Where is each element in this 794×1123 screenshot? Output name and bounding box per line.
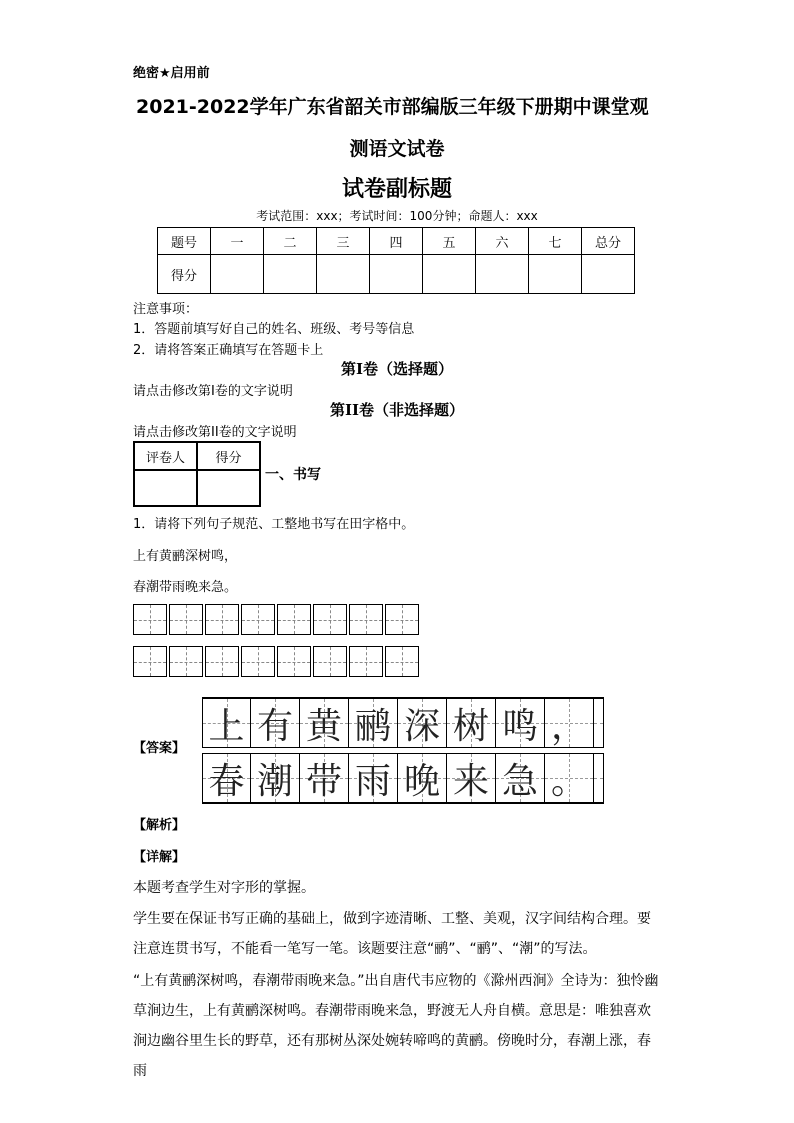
tianzige-cell[interactable] — [241, 604, 275, 635]
notes-heading: 注意事项： — [133, 302, 199, 317]
title-line-2: 测语文试卷 — [349, 138, 445, 160]
tianzige-cell[interactable] — [385, 646, 419, 677]
volume-1-title: 第I卷（选择题） — [340, 360, 454, 378]
score-header-1: 一 — [211, 228, 264, 255]
answer-char: 深 — [403, 705, 440, 747]
score-header-5: 五 — [423, 228, 476, 255]
question-prompt: 1．请将下列句子规范、工整地书写在田字格中。 — [133, 517, 415, 532]
answer-char: 黄 — [305, 705, 342, 747]
answer-cell — [300, 699, 349, 747]
analysis-paragraph-2: 学生要在保证书写正确的基础上，做到字迹清晰、工整、美观，汉字间结构合理。要注意连贯书写，不能看一笔写一笔。该题要注意“鹂”、“鹂”、“潮”的写法。 — [133, 911, 651, 957]
writing-grid-row-2 — [133, 646, 421, 677]
tianzige-cell[interactable] — [205, 646, 239, 677]
score-header-label: 题号 — [158, 228, 211, 255]
answer-cell — [496, 699, 545, 747]
score-cell[interactable] — [370, 255, 423, 294]
answer-char: 急 — [501, 760, 538, 802]
tianzige-cell[interactable] — [169, 604, 203, 635]
answer-char: 春 — [208, 760, 245, 802]
notes-item-2: 2．请将答案正确填写在答题卡上 — [133, 343, 324, 358]
exam-info: 考试范围：xxx；考试时间：100分钟；命题人：xxx — [256, 209, 538, 223]
score-cell[interactable] — [476, 255, 529, 294]
grader-score-cell[interactable] — [197, 470, 260, 506]
answer-cell — [398, 754, 447, 802]
answer-char: 树 — [452, 705, 489, 747]
volume-2-title: 第II卷（非选择题） — [329, 401, 465, 419]
grader-score-label: 得分 — [197, 442, 260, 470]
tianzige-cell[interactable] — [205, 604, 239, 635]
tianzige-cell[interactable] — [313, 646, 347, 677]
score-cell[interactable] — [582, 255, 635, 294]
answer-cell — [398, 699, 447, 747]
score-header-4: 四 — [370, 228, 423, 255]
notes-item-1: 1．答题前填写好自己的姓名、班级、考号等信息 — [133, 322, 415, 337]
score-header-total: 总分 — [582, 228, 635, 255]
answer-char: 。 — [550, 760, 587, 802]
answer-char: 带 — [305, 760, 342, 802]
analysis-paragraph-1: 本题考查学生对字形的掌握。 — [133, 880, 315, 896]
answer-cell — [251, 754, 300, 802]
answer-grid-row-2 — [202, 753, 604, 804]
score-header-7: 七 — [529, 228, 582, 255]
tianzige-cell[interactable] — [133, 604, 167, 635]
answer-cell — [447, 754, 496, 802]
tianzige-cell[interactable] — [349, 646, 383, 677]
tianzige-cell[interactable] — [349, 604, 383, 635]
score-cell[interactable] — [423, 255, 476, 294]
answer-char: 有 — [256, 705, 293, 747]
answer-cell — [202, 754, 251, 802]
grader-label: 评卷人 — [134, 442, 197, 470]
answer-cell — [594, 699, 604, 747]
section-title: 一、书写 — [265, 467, 321, 483]
secret-label: 绝密★启用前 — [133, 66, 210, 81]
answer-cell — [251, 699, 300, 747]
detail-label: 【详解】 — [133, 850, 186, 865]
paper-subtitle: 试卷副标题 — [341, 177, 452, 202]
writing-grid-row-1 — [133, 604, 421, 635]
answer-cell — [594, 754, 604, 802]
tianzige-cell[interactable] — [277, 646, 311, 677]
answer-char: 雨 — [354, 760, 391, 802]
answer-cell — [496, 754, 545, 802]
analysis-label: 【解析】 — [133, 818, 186, 833]
tianzige-cell[interactable] — [277, 604, 311, 635]
answer-label: 【答案】 — [133, 741, 186, 756]
answer-grid-row-1 — [202, 697, 604, 748]
answer-cell — [545, 699, 594, 747]
tianzige-cell[interactable] — [241, 646, 275, 677]
question-line-1: 上有黄鹂深树鸣， — [133, 549, 238, 564]
tianzige-cell[interactable] — [385, 604, 419, 635]
answer-char: ， — [550, 705, 587, 747]
answer-char: 晚 — [403, 760, 440, 802]
tianzige-cell[interactable] — [133, 646, 167, 677]
answer-cell — [349, 754, 398, 802]
answer-cell — [300, 754, 349, 802]
grader-table — [133, 441, 261, 507]
tianzige-cell[interactable] — [169, 646, 203, 677]
answer-cell — [545, 754, 594, 802]
answer-char: 鸣 — [501, 705, 538, 747]
answer-char: 鹂 — [354, 705, 391, 747]
grader-cell[interactable] — [134, 470, 197, 506]
answer-cell — [447, 699, 496, 747]
score-table — [157, 227, 635, 294]
score-cell[interactable] — [211, 255, 264, 294]
answer-char: 上 — [208, 705, 245, 747]
question-line-2: 春潮带雨晚来急。 — [133, 580, 238, 595]
score-header-6: 六 — [476, 228, 529, 255]
volume-2-desc[interactable]: 请点击修改第II卷的文字说明 — [133, 425, 297, 440]
tianzige-cell[interactable] — [313, 604, 347, 635]
answer-cell — [202, 699, 251, 747]
score-header-2: 二 — [264, 228, 317, 255]
volume-1-desc[interactable]: 请点击修改第I卷的文字说明 — [133, 384, 293, 399]
score-row-label: 得分 — [158, 255, 211, 294]
answer-cell — [349, 699, 398, 747]
score-cell[interactable] — [317, 255, 370, 294]
title-line-1: 2021-2022学年广东省韶关市部编版三年级下册期中课堂观 — [136, 96, 649, 118]
answer-char: 来 — [452, 760, 489, 802]
score-cell[interactable] — [529, 255, 582, 294]
score-cell[interactable] — [264, 255, 317, 294]
score-header-3: 三 — [317, 228, 370, 255]
analysis-paragraph-3: “上有黄鹂深树鸣，春潮带雨晚来急。”出自唐代韦应物的《滁州西涧》全诗为：独怜幽草涧边生，上有黄鹂深树鸣。春潮带雨晚来急，野渡无人舟自横。意思是：唯独喜欢涧边幽谷里生长的野草，还有那树丛深处婉转啼鸣的黄鹂。傍晚时分，春潮上涨，春雨 — [133, 973, 659, 1079]
answer-char: 潮 — [256, 760, 293, 802]
